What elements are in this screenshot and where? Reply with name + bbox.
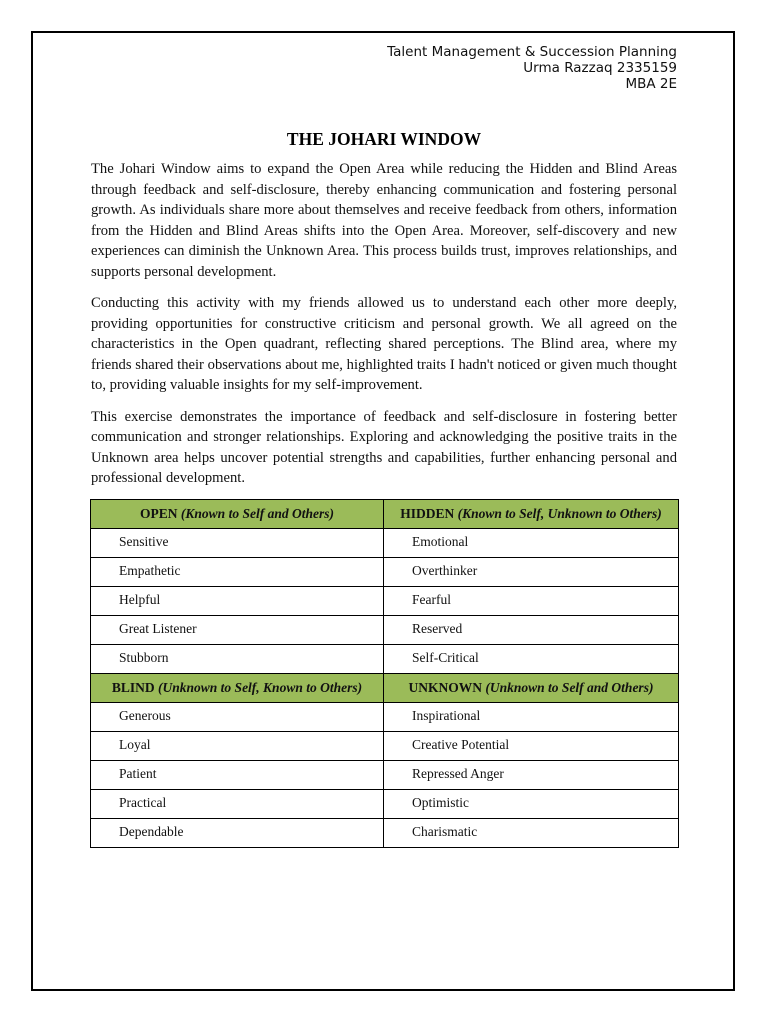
page-title: THE JOHARI WINDOW	[286, 129, 482, 149]
unknown-trait: Repressed Anger	[384, 761, 679, 790]
blind-trait: Practical	[91, 790, 384, 819]
blind-trait: Loyal	[91, 732, 384, 761]
open-trait: Empathetic	[91, 558, 384, 587]
paragraph: This exercise demonstrates the importance of feedback and self-disclosure in fostering better communication and stronger relationships. Exploring and acknowledging the positive traits in the Unknown area helps uncover potential strengths and capabilities, further enhancing personal and professional development.	[91, 408, 677, 486]
hidden-trait: Reserved	[384, 616, 679, 645]
table-row	[91, 819, 679, 848]
program-name: MBA 2E	[625, 76, 677, 92]
blind-trait: Generous	[91, 703, 384, 732]
hidden-quadrant-header: HIDDEN (Known to Self, Unknown to Others)	[384, 500, 679, 529]
course-name: Talent Management & Succession Planning	[387, 44, 677, 60]
unknown-trait: Optimistic	[384, 790, 679, 819]
unknown-trait: Charismatic	[384, 819, 679, 848]
hidden-trait: Self-Critical	[384, 645, 679, 674]
table-row	[91, 732, 679, 761]
table-row	[91, 703, 679, 732]
table-header-row	[91, 674, 679, 703]
table-row	[91, 761, 679, 790]
table-row	[91, 616, 679, 645]
body-text	[91, 159, 677, 500]
table-row	[91, 529, 679, 558]
paragraph: The Johari Window aims to expand the Open Area while reducing the Hidden and Blind Areas through feedback and self-disclosure, thereby enhancing communication and fostering personal growth. As individuals share more about themselves and receive feedback from others, information from the Hidden and Blind Areas shifts into the Open Area. Moreover, self-discovery and new experiences can diminish the Unknown Area. This process builds trust, improves relationships, and supports personal development.	[91, 161, 677, 280]
blind-trait: Patient	[91, 761, 384, 790]
johari-window-table	[90, 499, 679, 848]
open-trait: Helpful	[91, 587, 384, 616]
table-header-row	[91, 500, 679, 529]
hidden-trait: Emotional	[384, 529, 679, 558]
unknown-quadrant-header: UNKNOWN (Unknown to Self and Others)	[384, 674, 679, 703]
open-trait: Sensitive	[91, 529, 384, 558]
open-quadrant-header: OPEN (Known to Self and Others)	[91, 500, 384, 529]
document-header	[387, 44, 677, 92]
table-row	[91, 790, 679, 819]
table-row	[91, 558, 679, 587]
blind-quadrant-header: BLIND (Unknown to Self, Known to Others)	[91, 674, 384, 703]
unknown-trait: Inspirational	[384, 703, 679, 732]
student-name: Urma Razzaq 2335159	[523, 60, 677, 76]
blind-trait: Dependable	[91, 819, 384, 848]
table-row	[91, 645, 679, 674]
unknown-trait: Creative Potential	[384, 732, 679, 761]
hidden-trait: Fearful	[384, 587, 679, 616]
open-trait: Great Listener	[91, 616, 384, 645]
hidden-trait: Overthinker	[384, 558, 679, 587]
open-trait: Stubborn	[91, 645, 384, 674]
table-row	[91, 587, 679, 616]
paragraph: Conducting this activity with my friends allowed us to understand each other more deeply, providing opportunities for constructive criticism and personal growth. We all agreed on the characteristics in the Open quadrant, reflecting shared perceptions. The Blind area, where my friends shared their observations about me, highlighted traits I hadn't noticed or given much thought to, providing valuable insights for my self-improvement.	[91, 295, 677, 393]
